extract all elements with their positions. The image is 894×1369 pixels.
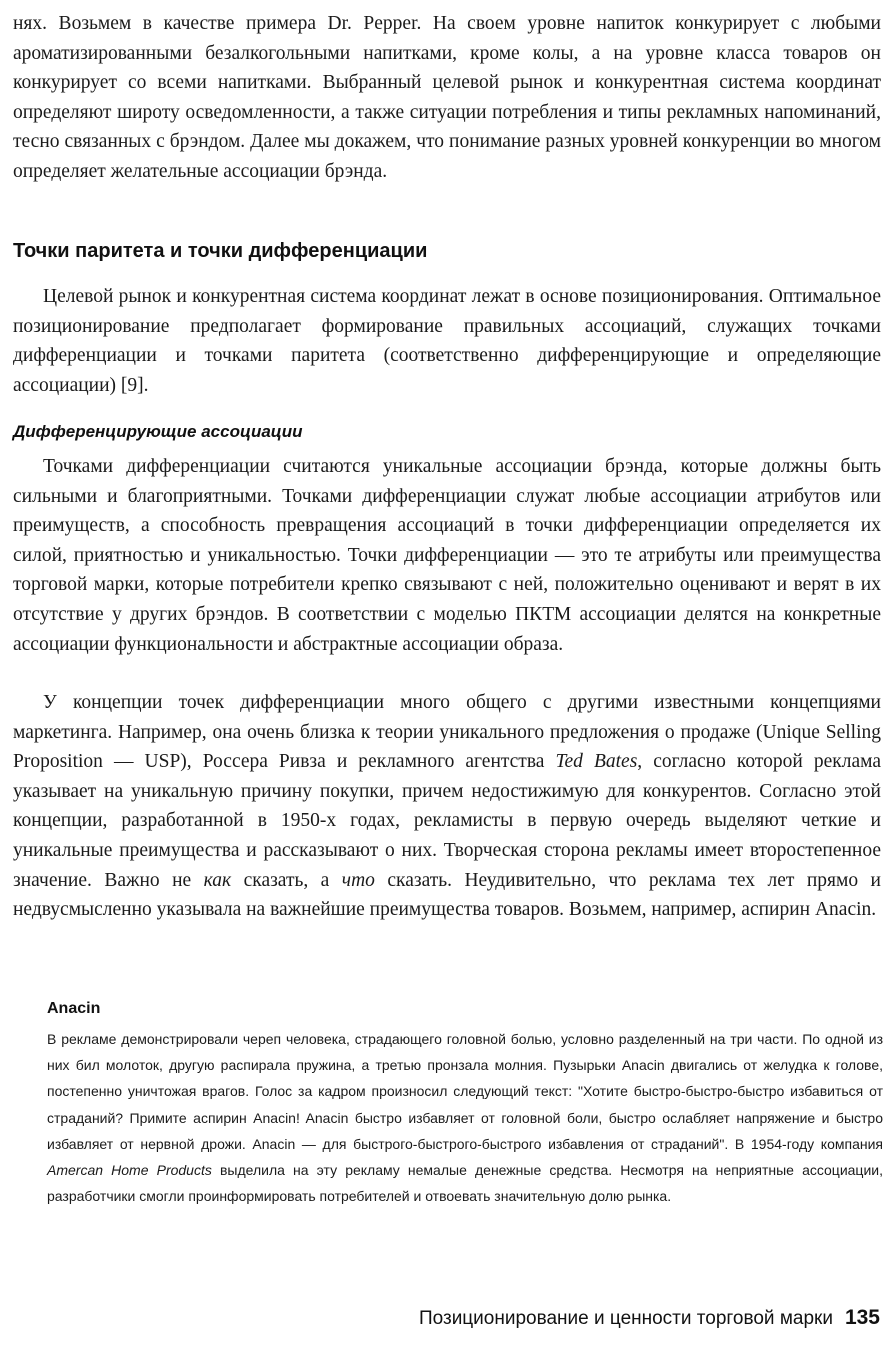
paragraph-parity: Целевой рынок и конкурентная система координат лежат в основе позиционирования. Оптимальное позиционирование предполагает формирование правильных ассоциаций, служащих точками дифференциации и точками паритета (соответственно дифференцирующие и определяющие ассоциации) [9]. [13, 286, 881, 396]
text-run: У концепции точек дифференциации много общего с другими известными концепциями маркетинга. Например, она очень близка к теории уникального предложения о продаже (Unique Selling Proposition — USP), Россера Ривза и рекламного агентства [13, 692, 881, 773]
subsection-heading: Дифференцирующие ассоциации [13, 422, 303, 441]
case-box-text [47, 1026, 883, 1209]
text-run: , согласно которой реклама указывает на уникальную причину покупки, причем недостижимую для конкурентов. Согласно этой концепции, разработанной в 1950-х годах, рекламисты в первую очередь выделяют четкие и уникальные преимущества и рассказывают о них. Творческая сторона рекламы имеет второстепенное значение. Важно не [13, 751, 881, 891]
section-heading: Точки паритета и точки дифференциации [13, 240, 428, 262]
paragraph-differentiation-1: Точками дифференциации считаются уникальные ассоциации брэнда, которые должны быть сильными и благоприятными. Точками дифференциации служат любые ассоциации атрибутов или преимуществ, а способность превращения ассоциаций в точки дифференциации определяется их силой, приятностью и уникальностью. Точки дифференциации — это те атрибуты или преимущества торговой марки, которые потребители крепко связывают с ней, положительно оценивают и верят в их отсутствие у других брэндов. В соответствии с моделью ПКТМ ассоциации делятся на конкретные ассоциации функциональности и абстрактные ассоциации образа. [13, 456, 881, 655]
page-number: 135 [844, 1306, 880, 1329]
italic-text: что [341, 869, 375, 891]
text-run: сказать, а [231, 869, 342, 891]
page-footer [419, 1306, 880, 1330]
case-box-title: Anacin [47, 1000, 101, 1017]
italic-text: Amercan Home Products [47, 1162, 212, 1179]
paragraph-intro: нях. Возьмем в качестве примера Dr. Pepper. На своем уровне напиток конкурирует с любыми ароматизированными безалкогольными напитками, кроме колы, а на уровне класса товаров он конкурирует со всеми напитками. Выбранный целевой рынок и конкурентная система координат определяют широту осведомленности, а также ситуации потребления и типы рекламных напоминаний, тесно связанных с брэндом. Далее мы докажем, что понимание разных уровней конкуренции во многом определяет желательные ассоциации брэнда. [13, 13, 881, 182]
italic-text: Ted Bates [555, 751, 638, 773]
text-run: сказать. Неудивительно, что реклама тех лет прямо и недвусмысленно указывала на важнейшие преимущества товаров. Возьмем, например, аспирин Anacin. [13, 869, 881, 921]
text-run: В рекламе демонстрировали череп человека, страдающего головной болью, условно разделенный на три части. По одной из них бил молоток, другую распирала пружина, а третью пронзала молния. Пузырьки Anacin двигались от желудка к голове, постепенно уничтожая врагов. Голос за кадром произносил следующий текст: "Хотите быстро-быстро-быстро избавиться от страданий? Примите аспирин Anacin! Anacin быстро избавляет от головной боли, быстро ослабляет напряжение и быстро избавляет от нервной дрожи. Anacin — для быстрого-быстрого-быстрого избавления от страданий". В 1954-году компания [47, 1031, 883, 1152]
italic-text: как [203, 869, 232, 891]
paragraph-differentiation-2 [13, 688, 881, 925]
case-box-anacin [47, 1000, 883, 1209]
text-run: выделила на эту рекламу немалые денежные средства. Несмотря на неприятные ассоциации, разработчики смогли проинформировать потребителей и отвоевать значительную долю рынка. [47, 1162, 883, 1205]
running-title: Позиционирование и ценности торговой марки [418, 1308, 833, 1329]
